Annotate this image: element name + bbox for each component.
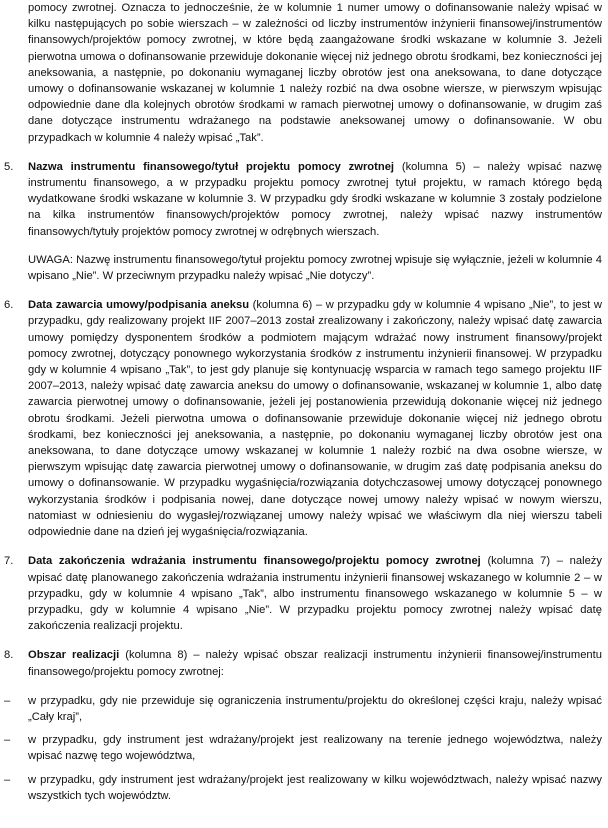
dash-mark: – — [4, 694, 11, 707]
item-text: (kolumna 5) – należy wpisać nazwę instrumentu finansowego, a w przypadku projektu pomocy zwrotnej tytuł projektu, w ramach którego będą wydatkowane środki wskazane w kolumnie 3. W przypadku gdy środki wskazane w kolumnie 3 zostały podzielone na kilka instrumentów finansowych/projektów pomocy zwrotnej, należy wpisać nazwy instrumentów finansowych/tytuły projektów pomocy zwrotnej w odrębnych wierszach. — [28, 160, 602, 238]
item-paragraph — [28, 647, 602, 679]
item-paragraph — [28, 159, 602, 240]
list-item — [4, 732, 602, 764]
item-6 — [4, 297, 602, 540]
item-text: (kolumna 6) – w przypadku gdy w kolumnie 4 wpisano „Nie”, to jest w przypadku, gdy realizowany projekt IIF 2007–2013 został zrealizowany i zakończony, należy wpisać datę zawarcia umowy pomiędzy dysponentem środków a podmiotem mającym wdrażać nowy instrument finansowy/projekt pomocy zwrotnej, dotyczący ponownego wykorzystania środków z instrumentu inżynierii finansowej. W przypadku gdy w kolumnie 4 wpisano „Tak”, to jest gdy planuje się kontynuację wsparcia w ramach tego samego projektu IIF 2007–2013, należy wpisać datę zawarcia aneksu do umowy o dofinansowanie, wskazanej w kolumnie 1, albo datę zawarcia pierwotnej umowy o dofinansowanie, jeżeli jej postanowienia przewidują dokonanie więcej niż jednego obrotu środkami. Jeżeli pierwotna umowa o dofinansowanie przewiduje dokonanie więcej niż jednego obrotu środkami, bez konieczności jej aneksowania, a następnie, po dokonaniu wymaganej liczby obrotów jest ona aneksowana, to dane dotyczące umowy wskazanej w kolumnie 1 należy rozbić na dwa osobne wiersze, w pierwszym wpisując datę zawarcia pierwotnej umowy o dofinansowanie, w drugim zaś datę podpisania aneksu do umowy o dofinansowanie. W przypadku wygaśnięcia/rozwiązania dotychczasowej umowy dotyczącej ponownego wykorzystania środków i podpisania nowej, dane dotyczące nowej umowy należy wpisać w nowym wierszu, natomiast w odniesieniu do wygasłej/rozwiązanej umowy należy wpisać we właściwym dla niej wierszu tabeli odpowiednie dane na dzień jej wygaśnięcia/rozwiązania. — [28, 299, 602, 539]
item-title: Data zawarcia umowy/podpisania aneksu — [28, 299, 250, 312]
item-8 — [4, 647, 602, 679]
item-body — [28, 297, 602, 540]
item-title: Obszar realizacji — [28, 649, 120, 662]
item-body — [28, 159, 602, 284]
intro-paragraph: pomocy zwrotnej. Oznacza to jednocześnie, że w kolumnie 1 numer umowy o dofinansowanie należy wpisać w kilku następujących po sobie wierszach – w zależności od liczby instrumentów inżynierii finansowej/instrumentów finansowych/projektów pomocy zwrotnej, w które będą zaangażowane środki wskazane w kolumnie 3. Jeżeli pierwotna umowa o dofinansowanie przewiduje dokonanie więcej niż jednego obrotu środkami, bez konieczności jej aneksowania, a następnie, po dokonaniu wymaganej liczby obrotów jest ona aneksowana, to dane dotyczące umowy o dofinansowanie wskazanej w kolumnie 1 należy rozbić na dwa osobne wiersze, w pierwszym wpisując odpowiednie dane dla kolejnych obrotów środkami w ramach pierwotnej umowy o dofinansowanie, w drugim zaś dane dotyczące instrumentu wdrażanego na podstawie aneksowanej umowy o dofinansowanie. W obu przypadkach w kolumnie 4 należy wpisać „Tak”. — [28, 2, 602, 144]
item-title: Nazwa instrumentu finansowego/tytuł projektu pomocy zwrotnej — [28, 160, 395, 173]
item-body — [28, 647, 602, 679]
item-text: (kolumna 8) – należy wpisać obszar realizacji instrumentu inżynierii finansowej/instrumentu finansowego/projektu pomocy zwrotnej: — [28, 649, 602, 678]
dash-mark: – — [4, 773, 11, 786]
item-body — [28, 553, 602, 634]
item-number: 6. — [4, 299, 14, 312]
dash-mark: – — [4, 734, 11, 747]
item-note: UWAGA: Nazwę instrumentu finansowego/tytuł projektu pomocy zwrotnej wpisuje się wyłącznie, jeżeli w kolumnie 4 wpisano „Nie”. W przeciwnym przypadku należy wpisać „Nie dotyczy”. — [28, 253, 602, 283]
item-number: 5. — [4, 160, 14, 173]
list-item-text: w przypadku, gdy nie przewiduje się ograniczenia instrumentu/projektu do określonej części kraju, należy wpisać „Cały kraj”, — [28, 694, 602, 723]
item-number: 8. — [4, 649, 14, 662]
list-item — [4, 693, 602, 725]
item-title: Data zakończenia wdrażania instrumentu finansowego/projektu pomocy zwrotnej — [28, 555, 481, 568]
list-item-text: w przypadku, gdy instrument jest wdrażany/projekt jest realizowany na terenie jednego województwa, należy wpisać nazwę tego województwa, — [28, 734, 602, 763]
item-paragraph — [28, 553, 602, 634]
item-text: (kolumna 7) – należy wpisać datę planowanego zakończenia wdrażania instrumentu inżynierii finansowej wskazanego w kolumnie 2 – w przypadku, gdy w kolumnie 4 wpisano „Tak”, albo instrumentu finansowego wskazanego w kolumnie 5 – w przypadku, gdy w kolumnie 4 wpisano „Nie”. W przypadku projektu pomocy zwrotnej należy wpisać datę zakończenia realizacji projektu. — [28, 555, 602, 633]
list-item-text: w przypadku, gdy instrument jest wdrażany/projekt jest realizowany w kilku województwach, należy wpisać nazwy wszystkich tych województw. — [28, 773, 602, 802]
list-item — [4, 772, 602, 804]
item-5 — [4, 159, 602, 284]
dash-list — [4, 693, 602, 804]
item-7 — [4, 553, 602, 634]
item-number: 7. — [4, 555, 14, 568]
item-paragraph — [28, 297, 602, 540]
